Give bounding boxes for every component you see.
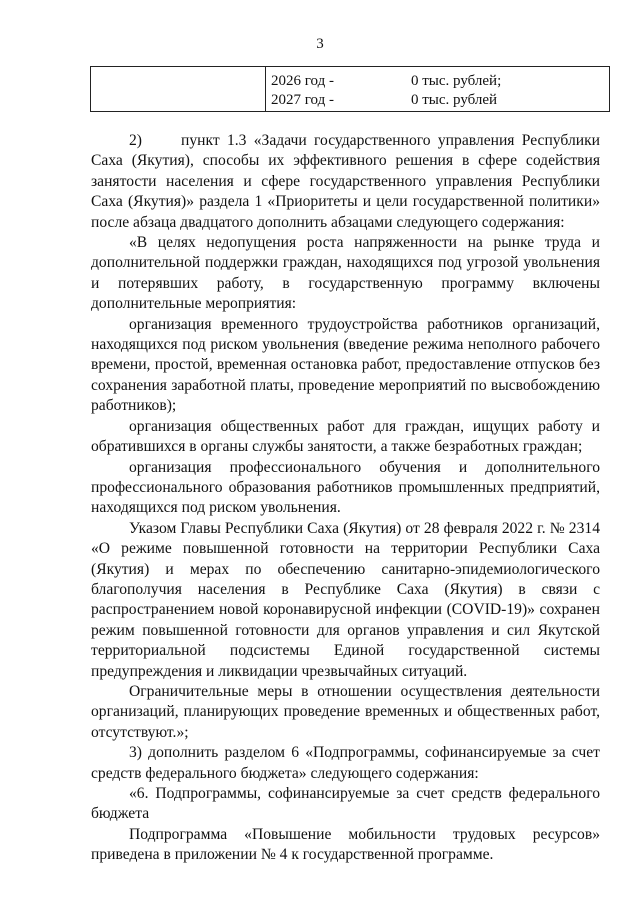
page-number: 3 xyxy=(316,36,324,52)
paragraph: организация общественных работ для граждан, ищущих работу и обратившихся в органы службы занятости, а также безработных граждан; xyxy=(91,417,600,456)
budget-amount: 0 тыс. рублей xyxy=(411,92,498,108)
budget-year: 2026 год - xyxy=(271,73,334,89)
paragraph-item-2 xyxy=(91,131,600,233)
paragraph: Подпрограмма «Повышение мобильности трудовых ресурсов» приведена в приложении № 4 к государственной программе. xyxy=(91,825,600,864)
document-body xyxy=(91,131,600,866)
paragraph: Ограничительные меры в отношении осуществления деятельности организаций, планирующих проведение временных и общественных работ, отсутствуют.»; xyxy=(91,682,600,741)
paragraph-section-6-title: «6. Подпрограммы, софинансируемые за счет средств федерального бюджета xyxy=(91,785,600,823)
paragraph: организация профессионального обучения и дополнительного профессионального образования работников промышленных предприятий, находящихся под риском увольнения. xyxy=(91,458,600,517)
paragraph-item-3: 3) дополнить разделом 6 «Подпрограммы, софинансируемые за счет средств федерального бюджета» следующего содержания: xyxy=(91,744,600,782)
paragraph: организация временного трудоустройства работников организаций, находящихся под риском увольнения (введение режима неполного рабочего времени, простой, временная остановка работ, предоставление отпусков без сохранения заработной платы, проведение мероприятий по высвобождению работников); xyxy=(91,315,600,415)
table-column-divider xyxy=(265,67,266,111)
budget-amount: 0 тыс. рублей; xyxy=(411,73,502,89)
item-text: пункт 1.3 «Задачи государственного управления Республики Саха (Якутия), способы их эффективного решения в сфере содействия занятости населения и сфере государственного управления Республики Саха (Якутия)» раздела 1 «Приоритеты и цели государственной политики» после абзаца двадцатого дополнить абзацами следующего содержания: xyxy=(91,132,600,231)
paragraph: Указом Главы Республики Саха (Якутия) от 28 февраля 2022 г. № 2314 «О режиме повышенной готовности на территории Республики Саха (Якутия) и мерах по обеспечению санитарно-эпидемиологического благополучия населения в Республике Саха (Якутия) в связи с распространением новой коронавирусной инфекции (COVID-19)» сохранен режим повышенной готовности для органов управления и сил Якутской территориальной подсистемы Единой государственной системы предупреждения и ликвидации чрезвычайных ситуаций. xyxy=(91,519,600,680)
budget-year: 2027 год - xyxy=(271,92,334,108)
budget-table xyxy=(90,66,610,112)
paragraph: «В целях недопущения роста напряженности на рынке труда и дополнительной поддержки граждан, находящихся под угрозой увольнения и потерявших работу, в государственную программу включены дополнительные мероприятия: xyxy=(91,234,600,313)
item-number: 2) xyxy=(129,132,142,149)
